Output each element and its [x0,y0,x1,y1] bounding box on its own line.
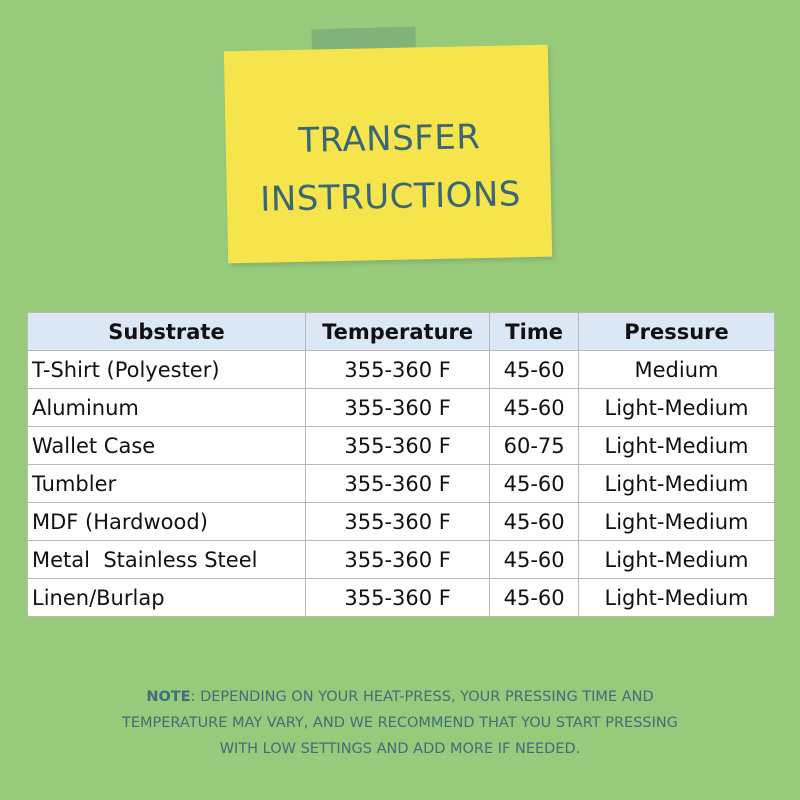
table-row [28,389,775,427]
table-row [28,427,775,465]
note-text-1: : DEPENDING ON YOUR HEAT-PRESS, YOUR PRESSING TIME AND [190,689,654,705]
cell-time: 45-60 [490,503,579,541]
transfer-table [27,312,775,617]
cell-substrate: Linen/Burlap [28,579,306,617]
cell-substrate: Metal Stainless Steel [28,541,306,579]
footer-note [40,684,760,762]
title-line-1: TRANSFER [298,117,481,161]
cell-substrate: Tumbler [28,465,306,503]
note-line-2: TEMPERATURE MAY VARY, AND WE RECOMMEND THAT YOU START PRESSING [122,715,678,731]
cell-substrate: Aluminum [28,389,306,427]
cell-temperature: 355-360 F [305,427,489,465]
cell-temperature: 355-360 F [305,465,489,503]
cell-pressure: Medium [578,351,774,389]
cell-time: 45-60 [490,351,579,389]
header-temperature: Temperature [305,313,489,351]
cell-substrate: MDF (Hardwood) [28,503,306,541]
cell-temperature: 355-360 F [305,503,489,541]
table-row [28,541,775,579]
note-line-1 [40,684,760,710]
cell-temperature: 355-360 F [305,351,489,389]
cell-pressure: Light-Medium [578,427,774,465]
cell-temperature: 355-360 F [305,541,489,579]
cell-time: 45-60 [490,389,579,427]
cell-pressure: Light-Medium [578,541,774,579]
cell-time: 45-60 [490,541,579,579]
table-row [28,503,775,541]
note-line-3: WITH LOW SETTINGS AND ADD MORE IF NEEDED. [219,741,581,757]
table-row [28,465,775,503]
table-row [28,579,775,617]
cell-substrate: T-Shirt (Polyester) [28,351,306,389]
header-substrate: Substrate [28,313,306,351]
cell-temperature: 355-360 F [305,389,489,427]
cell-pressure: Light-Medium [578,579,774,617]
table-row [28,351,775,389]
cell-time: 45-60 [490,465,579,503]
page-title [229,107,551,230]
cell-pressure: Light-Medium [578,465,774,503]
note-label: NOTE [146,689,191,705]
header-time: Time [490,313,579,351]
table-header-row [28,313,775,351]
cell-time: 45-60 [490,579,579,617]
header-pressure: Pressure [578,313,774,351]
cell-pressure: Light-Medium [578,503,774,541]
cell-temperature: 355-360 F [305,579,489,617]
cell-substrate: Wallet Case [28,427,306,465]
cell-pressure: Light-Medium [578,389,774,427]
title-line-2: INSTRUCTIONS [259,174,522,220]
cell-time: 60-75 [490,427,579,465]
